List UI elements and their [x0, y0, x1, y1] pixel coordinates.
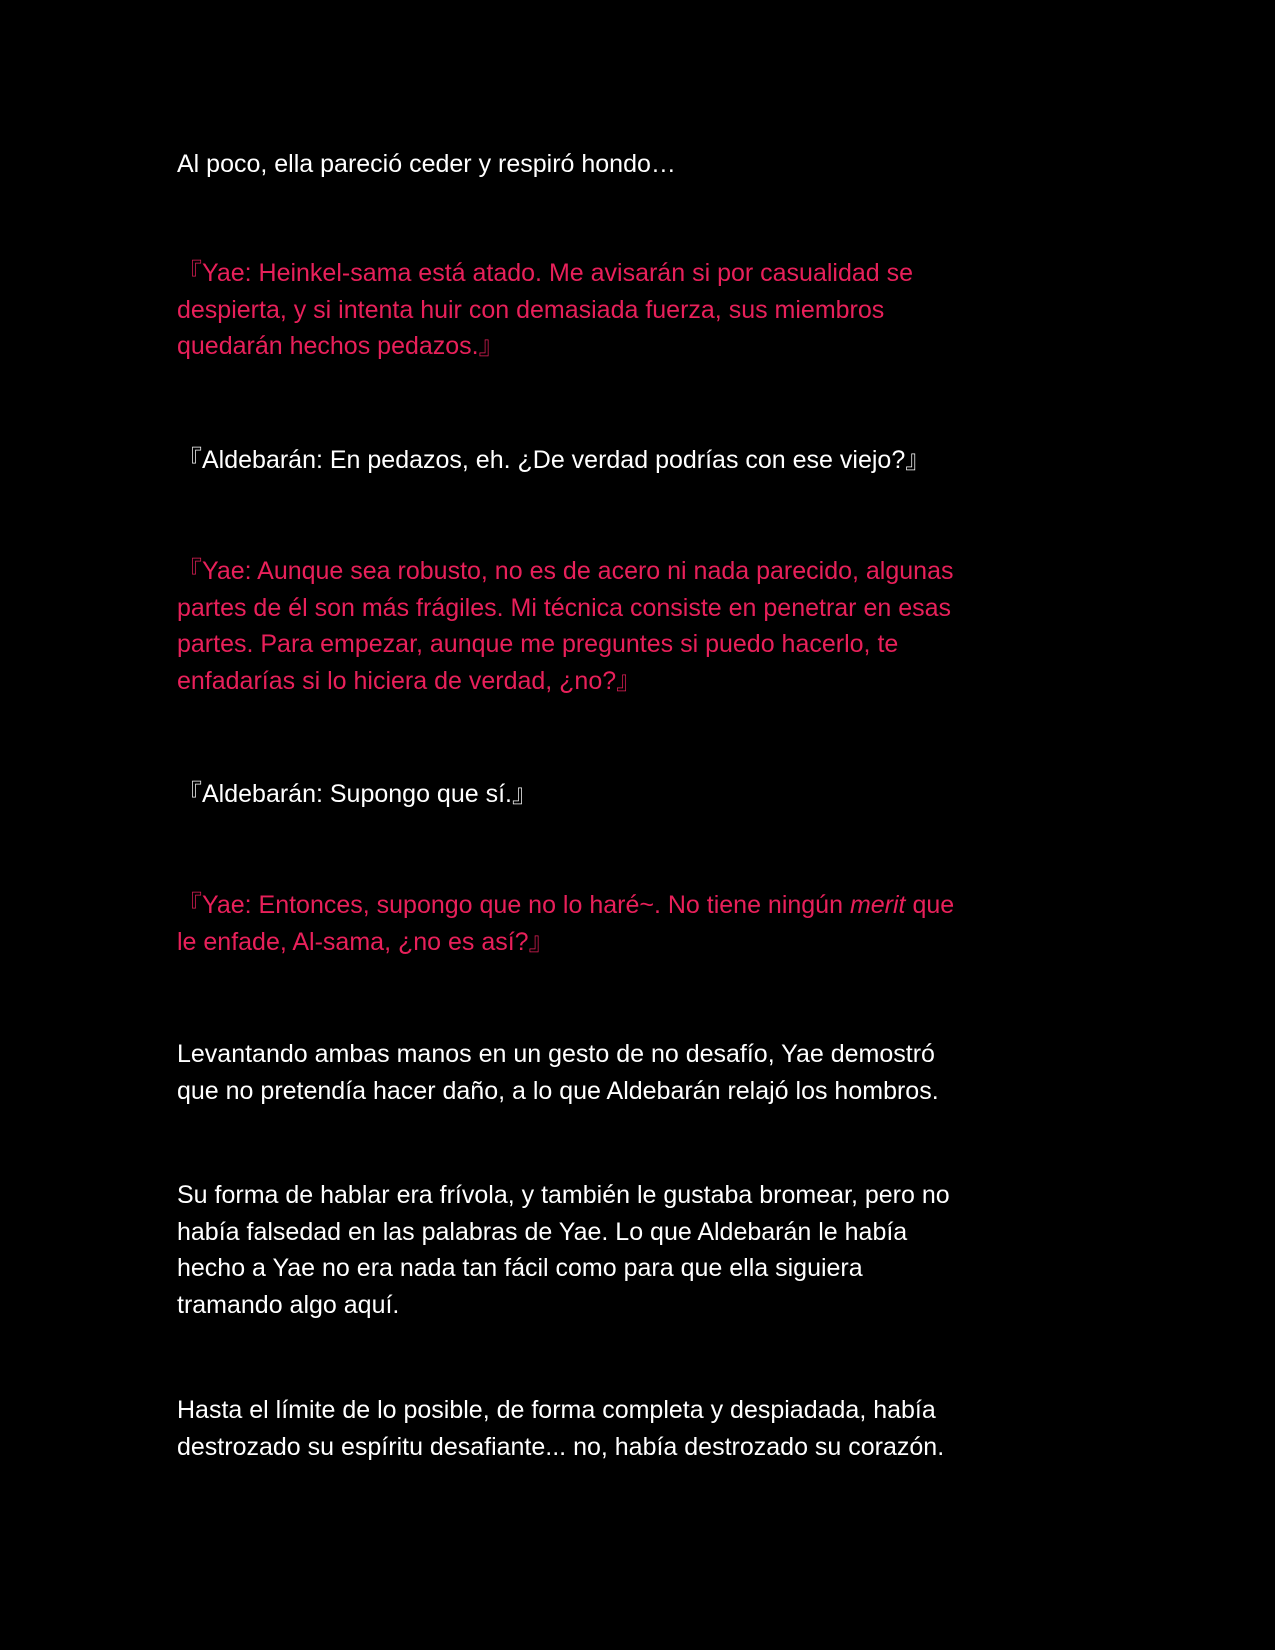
text-line: tramando algo aquí.	[177, 1290, 400, 1319]
dialogue-aldebaran-1	[177, 442, 1097, 479]
text-line: 『Yae: Aunque sea robusto, no es de acero ni nada parecido, algunas	[177, 557, 954, 585]
text-line: había falsedad en las palabras de Yae. Lo que Aldebarán le había	[177, 1217, 908, 1246]
text-segment: que	[905, 891, 955, 919]
text-segment: 『Yae: Entonces, supongo que no lo haré~. No tiene ningún	[177, 891, 850, 919]
dialogue-yae-1	[177, 255, 1097, 365]
text-line: 『Aldebarán: En pedazos, eh. ¿De verdad podrías con ese viejo?』	[177, 446, 931, 474]
text-line: que no pretendía hacer daño, a lo que Aldebarán relajó los hombros.	[177, 1076, 939, 1105]
text-line: quedarán hechos pedazos.』	[177, 332, 504, 360]
narration-paragraph-4	[177, 1392, 1097, 1465]
narration-paragraph-3	[177, 1177, 1097, 1323]
text-line: le enfade, Al-sama, ¿no es así?』	[177, 927, 554, 956]
text-line: Levantando ambas manos en un gesto de no desafío, Yae demostró	[177, 1040, 935, 1068]
text-line: destrozado su espíritu desafiante... no, había destrozado su corazón.	[177, 1432, 945, 1461]
text-line: despierta, y si intenta huir con demasiada fuerza, sus miembros	[177, 295, 885, 324]
text-line: 『Aldebarán: Supongo que sí.』	[177, 780, 537, 808]
dialogue-aldebaran-2	[177, 776, 1097, 813]
text-line: partes de él son más frágiles. Mi técnica consiste en penetrar en esas	[177, 593, 952, 622]
text-line	[177, 887, 1097, 924]
dialogue-yae-2	[177, 553, 1097, 699]
text-line: Su forma de hablar era frívola, y también le gustaba bromear, pero no	[177, 1181, 950, 1209]
text-line: enfadarías si lo hiciera de verdad, ¿no?』	[177, 666, 642, 695]
narration-paragraph-2	[177, 1036, 1097, 1109]
text-line: Al poco, ella pareció ceder y respiró hondo…	[177, 150, 676, 178]
text-line: hecho a Yae no era nada tan fácil como para que ella siguiera	[177, 1254, 863, 1282]
narration-paragraph-1	[177, 146, 1097, 183]
dialogue-yae-3	[177, 887, 1097, 960]
italic-word: merit	[849, 891, 906, 919]
text-line: 『Yae: Heinkel-sama está atado. Me avisarán si por casualidad se	[177, 259, 914, 287]
text-line: partes. Para empezar, aunque me preguntes si puedo hacerlo, te	[177, 630, 899, 658]
text-line: Hasta el límite de lo posible, de forma completa y despiadada, había	[177, 1396, 936, 1424]
